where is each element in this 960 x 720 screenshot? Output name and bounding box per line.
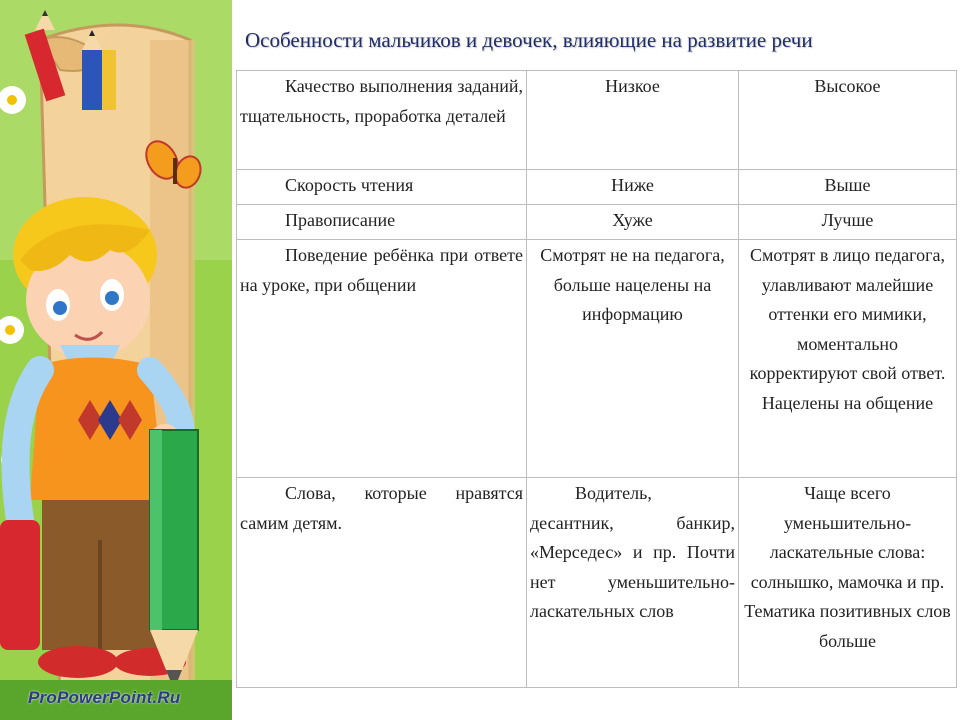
table-row — [237, 205, 957, 240]
table-row — [237, 478, 957, 688]
table-row — [237, 240, 957, 478]
comparison-table — [236, 70, 957, 688]
vest-pattern — [78, 400, 142, 440]
girls-cell: Лучше — [739, 205, 957, 240]
table-row — [237, 71, 957, 170]
boys-cell: Водитель, десантник, банкир, «Мерседес» и пр. Почти нет уменьшительно-ласкательных слов — [527, 478, 739, 688]
page-title: Особенности мальчиков и девочек, влияющие на развитие речи — [245, 28, 813, 52]
girls-cell: Смотрят в лицо педагога, улавливают малейшие оттенки его мимики, моментально корректируют свой ответ. Нацелены на общение — [739, 240, 957, 478]
feature-cell: Качество выполнения заданий, тщательность, проработка деталей — [237, 71, 527, 170]
boys-cell: Низкое — [527, 71, 739, 170]
feature-cell: Слова, которые нравятся самим детям. — [237, 478, 527, 688]
boys-cell: Смотрят не на педагога, больше нацелены на информацию — [527, 240, 739, 478]
feature-cell: Поведение ребёнка при ответе на уроке, при общении — [237, 240, 527, 478]
boy-with-pencils-illustration — [0, 0, 232, 720]
feature-cell: Правописание — [237, 205, 527, 240]
boys-cell: Хуже — [527, 205, 739, 240]
girls-cell: Выше — [739, 170, 957, 205]
table-row — [237, 170, 957, 205]
watermark: ProPowerPoint.Ru — [28, 688, 181, 707]
girls-cell: Высокое — [739, 71, 957, 170]
girls-cell: Чаще всего уменьшительно-ласкательные слова: солнышко, мамочка и пр. Тематика позитивных слов больше — [739, 478, 957, 688]
feature-cell: Скорость чтения — [237, 170, 527, 205]
boys-cell: Ниже — [527, 170, 739, 205]
side-illustration — [0, 0, 232, 720]
